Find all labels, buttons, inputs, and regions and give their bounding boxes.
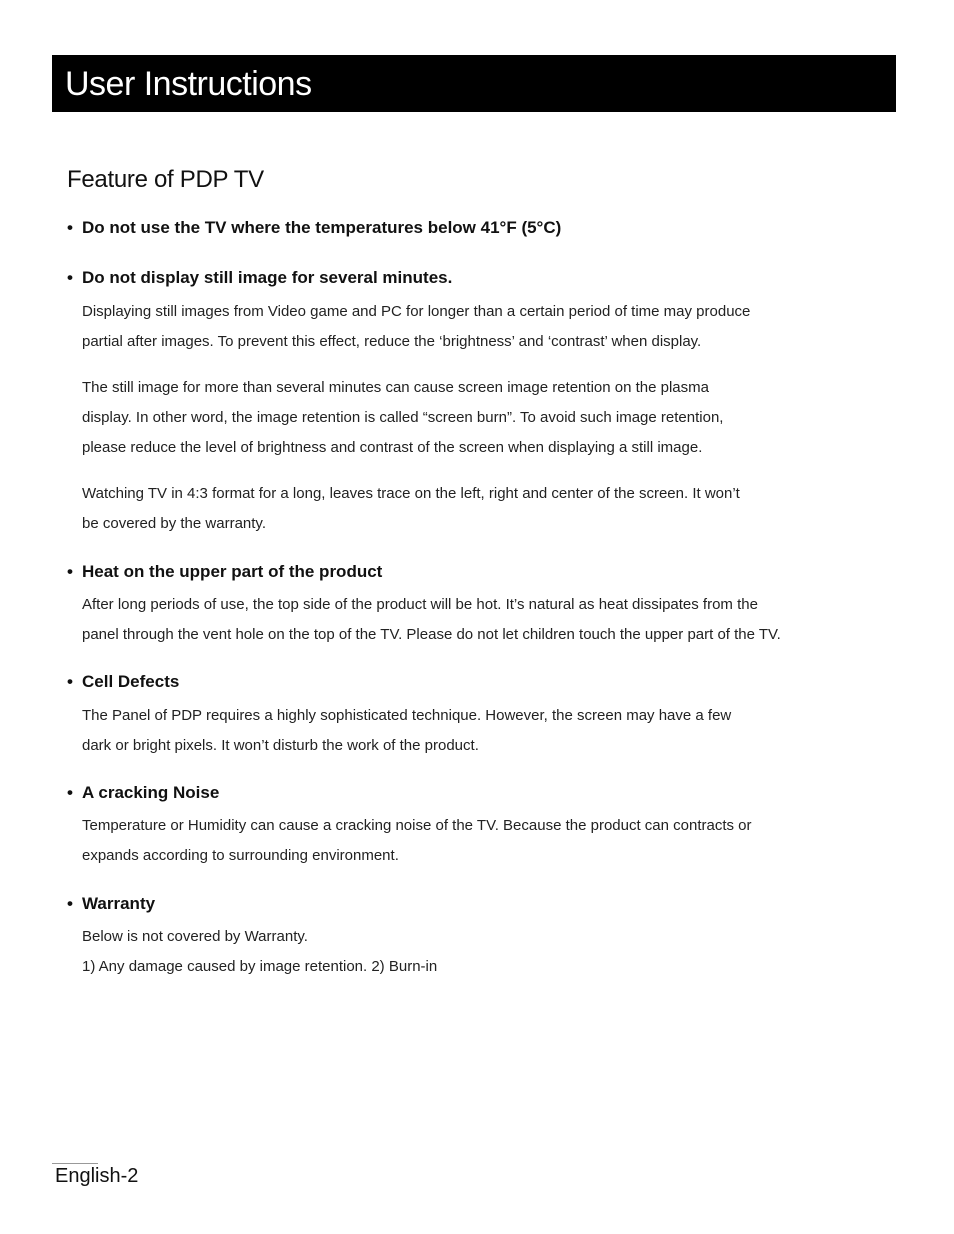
paragraph-line: Watching TV in 4:3 format for a long, leaves trace on the left, right and center of the screen. It won’t	[82, 485, 740, 502]
paragraph-cracking-noise	[82, 811, 752, 871]
bullet-heading-cracking-noise	[67, 783, 219, 803]
bullet-icon: •	[67, 268, 73, 287]
header-bar	[52, 55, 896, 112]
bullet-heading-text: Heat on the upper part of the product	[82, 562, 383, 581]
bullet-icon: •	[67, 783, 73, 802]
paragraph-line: The still image for more than several minutes can cause screen image retention on the plasma	[82, 379, 709, 396]
section-title: Feature of PDP TV	[67, 166, 264, 193]
paragraph-still-image-1	[82, 297, 750, 357]
bullet-heading-heat	[67, 562, 382, 582]
paragraph-warranty	[82, 922, 437, 982]
paragraph-line: please reduce the level of brightness and contrast of the screen when displaying a still image.	[82, 439, 703, 456]
page-title: User Instructions	[65, 65, 312, 103]
paragraph-line: partial after images. To prevent this effect, reduce the ‘brightness’ and ‘contrast’ when display.	[82, 333, 702, 350]
bullet-heading-cell-defects	[67, 672, 179, 692]
paragraph-line: expands according to surrounding environment.	[82, 847, 399, 864]
bullet-heading-warranty	[67, 894, 155, 914]
paragraph-line: panel through the vent hole on the top of the TV. Please do not let children touch the upper part of the TV.	[82, 626, 781, 643]
bullet-heading-text: Cell Defects	[82, 672, 180, 691]
paragraph-line: Temperature or Humidity can cause a cracking noise of the TV. Because the product can contracts or	[82, 817, 752, 834]
bullet-heading-text: Warranty	[82, 894, 156, 913]
paragraph-still-image-3	[82, 479, 740, 539]
bullet-heading-temperature	[67, 218, 561, 238]
bullet-icon: •	[67, 672, 73, 691]
paragraph-line: be covered by the warranty.	[82, 515, 266, 532]
footer-divider	[52, 1163, 98, 1164]
paragraph-line: The Panel of PDP requires a highly sophisticated technique. However, the screen may have a few	[82, 707, 732, 724]
paragraph-line: Below is not covered by Warranty.	[82, 928, 308, 945]
paragraph-cell-defects	[82, 701, 731, 761]
bullet-heading-text: Do not display still image for several minutes.	[82, 268, 453, 287]
paragraph-still-image-2	[82, 373, 723, 463]
paragraph-line: dark or bright pixels. It won’t disturb the work of the product.	[82, 737, 479, 754]
bullet-heading-text: A cracking Noise	[82, 783, 220, 802]
bullet-icon: •	[67, 894, 73, 913]
paragraph-line: After long periods of use, the top side of the product will be hot. It’s natural as heat dissipates from the	[82, 596, 758, 613]
paragraph-line: Displaying still images from Video game and PC for longer than a certain period of time may produce	[82, 303, 751, 320]
bullet-icon: •	[67, 218, 73, 237]
paragraph-line: display. In other word, the image retention is called “screen burn”. To avoid such image retention,	[82, 409, 724, 426]
page-number: English-2	[55, 1165, 139, 1187]
bullet-heading-still-image	[67, 268, 452, 288]
bullet-heading-text: Do not use the TV where the temperatures below 41°F (5°C)	[82, 218, 562, 237]
bullet-icon: •	[67, 562, 73, 581]
paragraph-line: 1) Any damage caused by image retention. 2) Burn-in	[82, 958, 438, 975]
paragraph-heat	[82, 590, 781, 650]
